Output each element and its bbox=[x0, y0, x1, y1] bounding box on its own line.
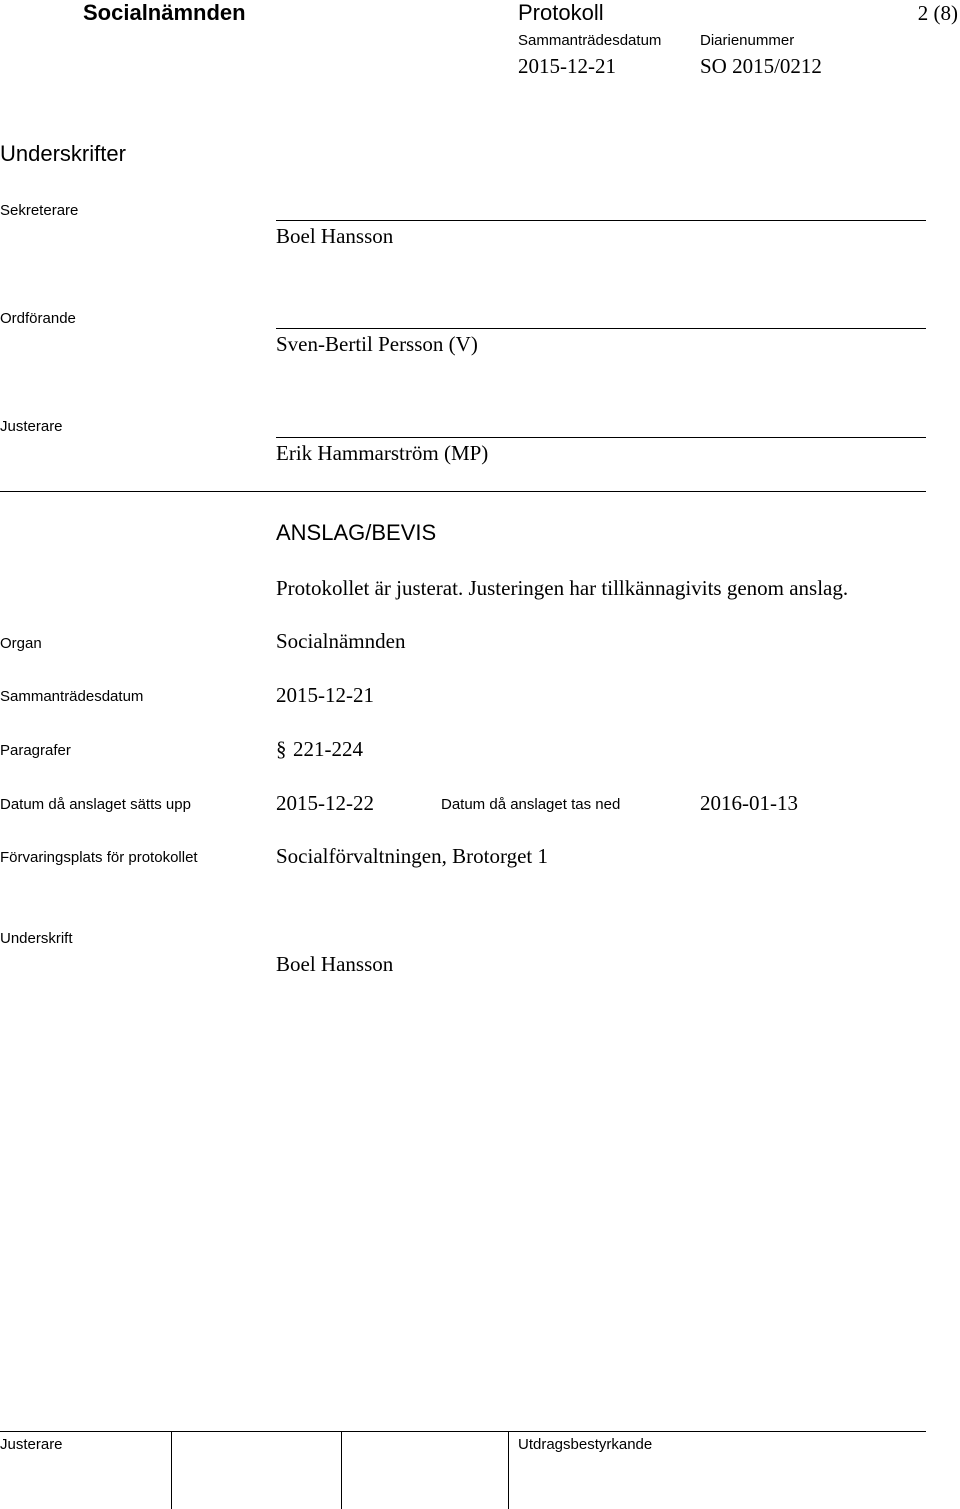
chair-name: Sven-Bertil Persson (V) bbox=[276, 332, 478, 356]
secretary-label: Sekreterare bbox=[0, 202, 79, 219]
header-date-value: 2015-12-21 bbox=[518, 54, 616, 78]
footer-top-line bbox=[0, 1431, 926, 1432]
section-divider bbox=[0, 491, 926, 492]
posted-date-label: Datum då anslaget sätts upp bbox=[0, 796, 191, 813]
footer-divider-3 bbox=[508, 1431, 509, 1509]
footer-divider-1 bbox=[171, 1431, 172, 1509]
header-date-label: Sammanträdesdatum bbox=[518, 32, 662, 49]
removed-date-value: 2016-01-13 bbox=[700, 791, 798, 815]
chair-signature-line bbox=[276, 328, 926, 329]
signature-name: Boel Hansson bbox=[276, 952, 394, 976]
paragraphs-label: Paragrafer bbox=[0, 742, 71, 759]
header-reg-value: SO 2015/0212 bbox=[700, 54, 822, 78]
notice-heading: ANSLAG/BEVIS bbox=[276, 520, 437, 545]
meeting-date-value: 2015-12-21 bbox=[276, 683, 374, 707]
adjuster-label: Justerare bbox=[0, 418, 63, 435]
signatures-heading: Underskrifter bbox=[0, 141, 126, 166]
storage-label: Förvaringsplats för protokollet bbox=[0, 849, 198, 866]
meeting-date-label: Sammanträdesdatum bbox=[0, 688, 144, 705]
secretary-name: Boel Hansson bbox=[276, 224, 394, 248]
header-page-number: 2 (8) bbox=[917, 1, 958, 25]
header-doc-type: Protokoll bbox=[518, 0, 604, 25]
signature-label: Underskrift bbox=[0, 930, 73, 947]
adjuster-signature-line bbox=[276, 437, 926, 438]
organ-label: Organ bbox=[0, 635, 42, 652]
footer-divider-2 bbox=[341, 1431, 342, 1509]
adjuster-name: Erik Hammarström (MP) bbox=[276, 441, 489, 465]
organ-value: Socialnämnden bbox=[276, 629, 406, 653]
chair-label: Ordförande bbox=[0, 310, 76, 327]
storage-value: Socialförvaltningen, Brotorget 1 bbox=[276, 844, 548, 868]
paragraphs-value: 221-224 bbox=[293, 737, 363, 761]
notice-statement: Protokollet är justerat. Justeringen har tillkännagivits genom anslag. bbox=[276, 576, 849, 600]
paragraph-symbol: § bbox=[276, 737, 287, 761]
footer-extract-label: Utdragsbestyrkande bbox=[518, 1436, 653, 1453]
header-reg-label: Diarienummer bbox=[700, 32, 795, 49]
posted-date-value: 2015-12-22 bbox=[276, 791, 374, 815]
header-org: Socialnämnden bbox=[83, 0, 246, 25]
removed-date-label: Datum då anslaget tas ned bbox=[441, 796, 621, 813]
footer-adjuster-label: Justerare bbox=[0, 1436, 63, 1453]
secretary-signature-line bbox=[276, 220, 926, 221]
